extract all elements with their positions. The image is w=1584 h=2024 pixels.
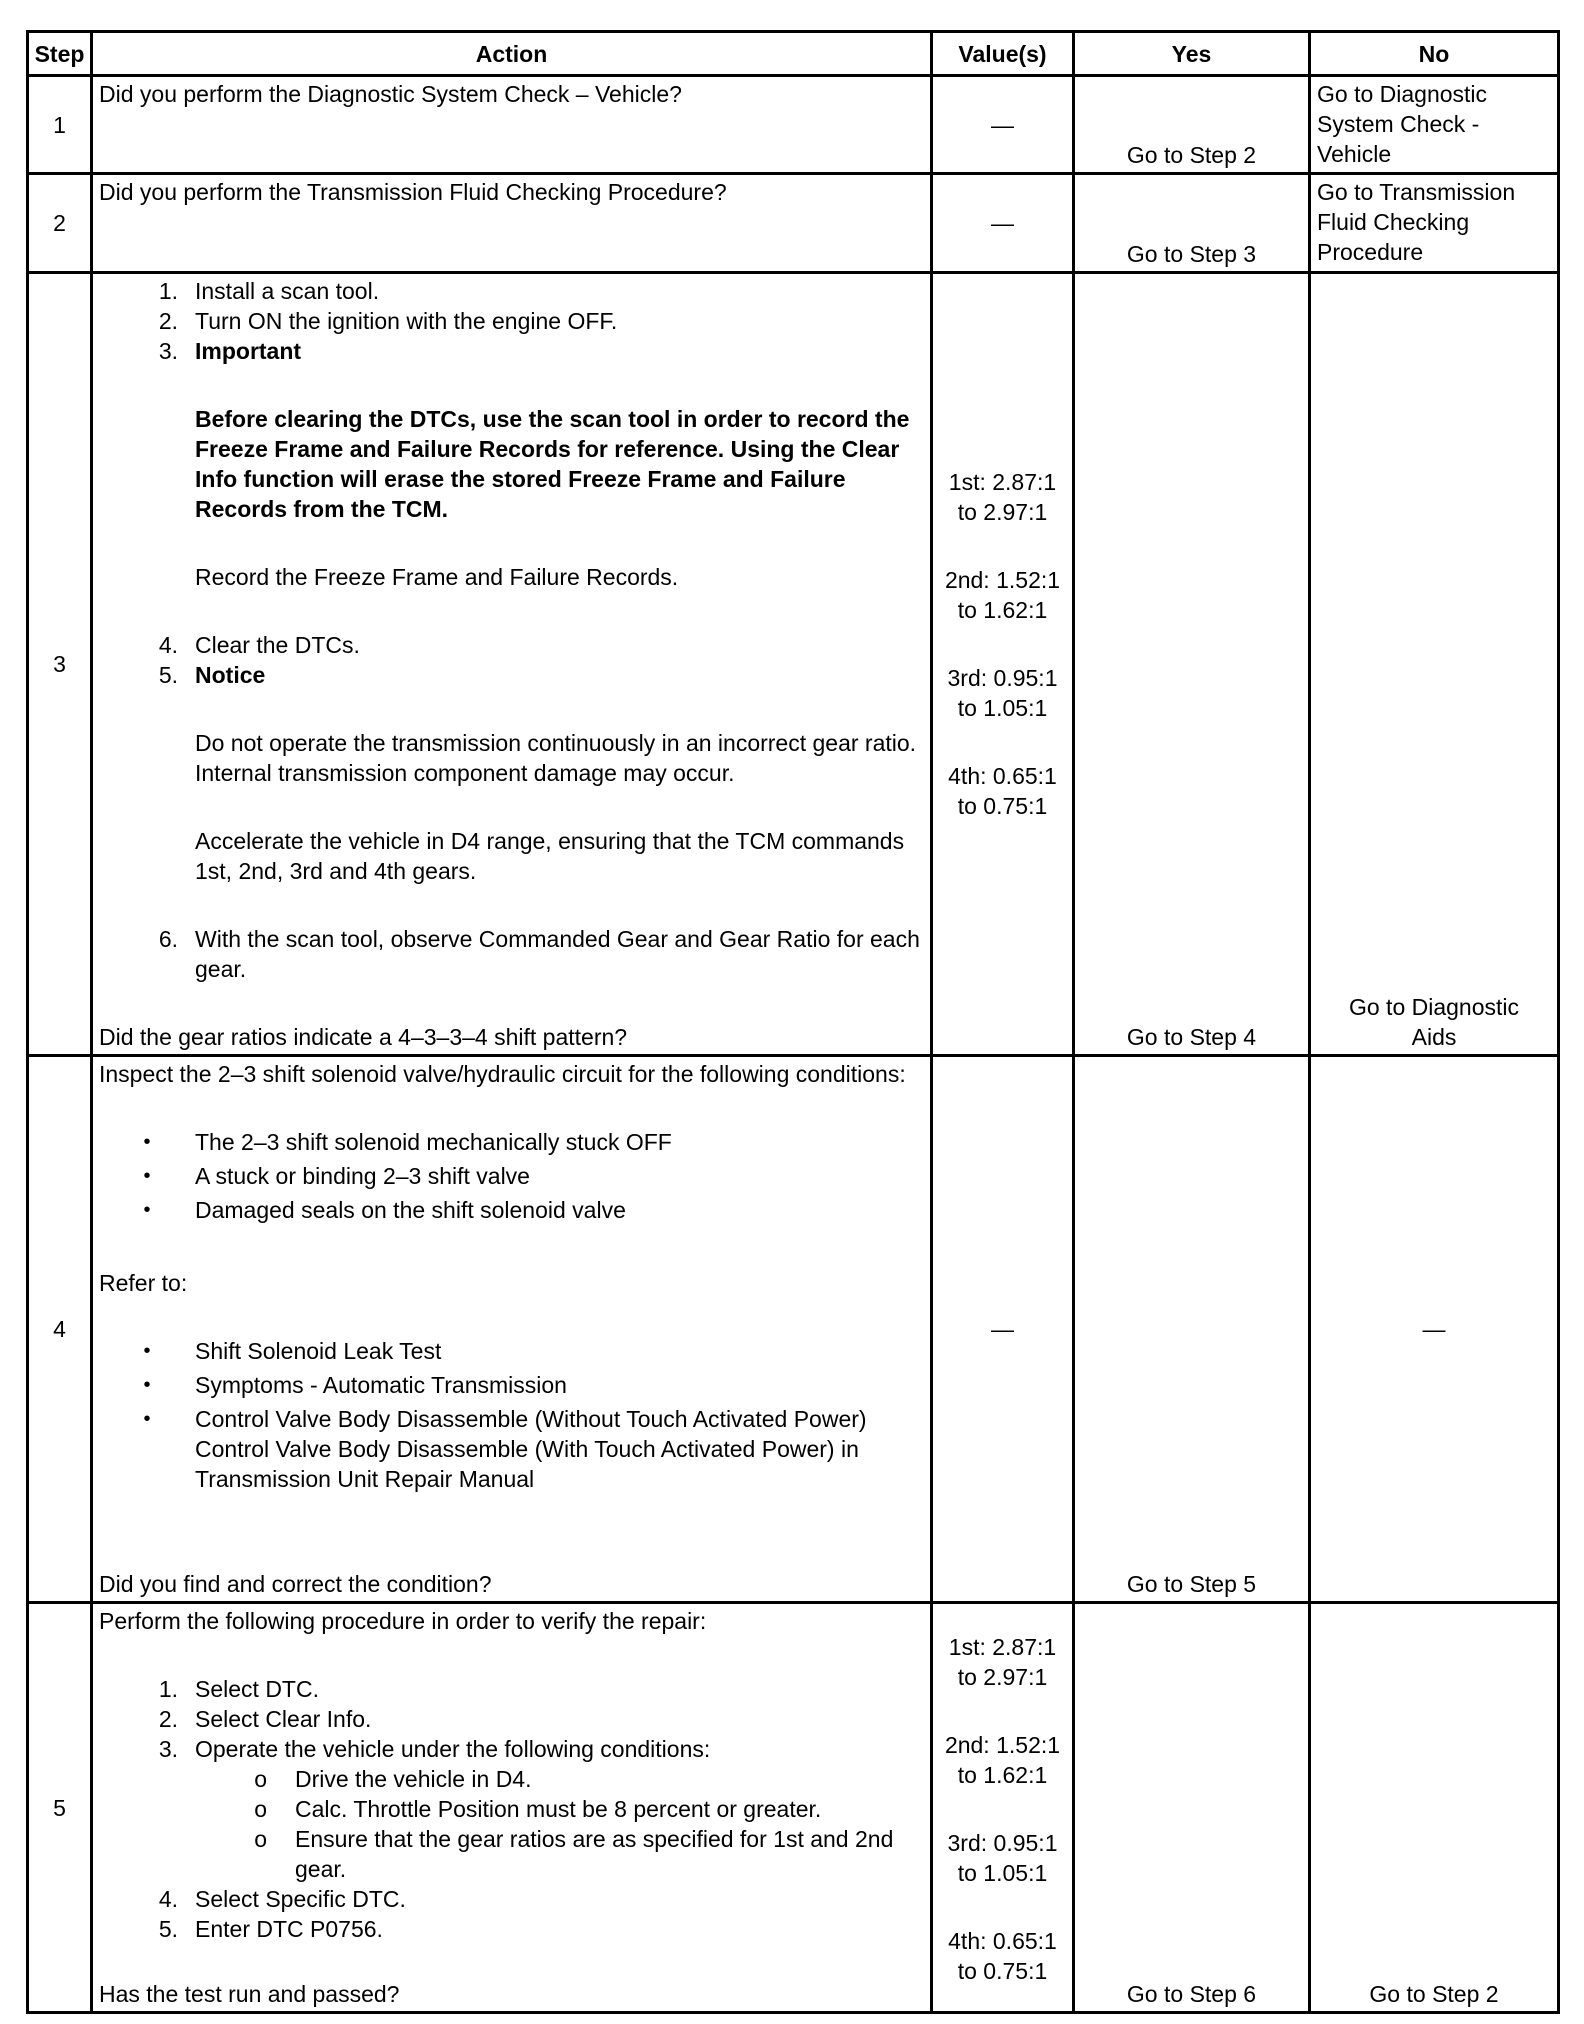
sub-item: o Drive the vehicle in D4.	[99, 1764, 926, 1794]
refer-text: Refer to:	[99, 1270, 188, 1296]
bullet-icon: •	[143, 1374, 151, 1396]
yes-cell	[1074, 273, 1310, 1056]
yes-cell	[1074, 174, 1310, 273]
yes-link[interactable]: Go to Step 4	[1126, 1024, 1257, 1050]
no-cell: —	[1310, 1056, 1559, 1603]
no-link[interactable]: Go to Transmission Fluid Checking Procedure	[1317, 179, 1516, 265]
list-item: 2. Turn ON the ignition with the engine OFF.	[158, 308, 618, 334]
yes-link[interactable]: Go to Step 2	[1126, 142, 1257, 168]
list-item: 2. Select Clear Info.	[158, 1706, 372, 1732]
action-cell	[92, 1603, 932, 2013]
action-cell	[92, 1056, 932, 1603]
list-item: 3. Operate the vehicle under the following conditions:	[158, 1736, 711, 1762]
table-row	[28, 273, 1559, 1056]
list-item: 5. Notice	[158, 662, 266, 688]
intro-text: Perform the following procedure in order to verify the repair:	[99, 1608, 707, 1634]
step-number: 5	[28, 1603, 92, 2013]
intro-text: Inspect the 2–3 shift solenoid valve/hydraulic circuit for the following conditions:	[99, 1061, 906, 1087]
no-cell	[1310, 1603, 1559, 2013]
action-cell	[92, 174, 932, 273]
yes-link[interactable]: Go to Step 6	[1126, 1981, 1257, 2007]
header-step: Step	[28, 32, 92, 76]
gear-ratio-values: 1st: 2.87:1 to 2.97:1 2nd: 1.52:1 to 1.62:1 3rd: 0.95:1 to 1.05:1 4th: 0.65:1 to 0.75:1	[944, 1634, 1061, 1984]
list-item: 5. Enter DTC P0756.	[158, 1916, 383, 1942]
step-number: 1	[28, 76, 92, 174]
accelerate-text: Accelerate the vehicle in D4 range, ensuring that the TCM commands 1st, 2nd, 3rd and 4th gears.	[195, 828, 905, 884]
yes-cell	[1074, 1056, 1310, 1603]
value-cell	[932, 273, 1074, 1056]
value-cell: —	[932, 76, 1074, 174]
list-item: • Damaged seals on the shift solenoid valve	[99, 1195, 926, 1225]
no-link[interactable]: Go to Step 2	[1369, 1981, 1499, 2007]
value-cell: —	[932, 1056, 1074, 1603]
bullet-icon: •	[143, 1131, 151, 1153]
question-text: Has the test run and passed?	[99, 1981, 400, 2007]
notice-text: Do not operate the transmission continuously in an incorrect gear ratio. Internal transmission component damage may occur.	[195, 730, 917, 786]
diagnostic-table	[26, 30, 1560, 2014]
action-cell	[92, 76, 932, 174]
list-item: • Shift Solenoid Leak Test	[99, 1336, 926, 1366]
header-no: No	[1310, 32, 1559, 76]
record-text: Record the Freeze Frame and Failure Records.	[195, 564, 679, 590]
step-number: 2	[28, 174, 92, 273]
no-cell	[1310, 273, 1559, 1056]
sub-item: o Ensure that the gear ratios are as specified for 1st and 2nd gear.	[99, 1824, 926, 1884]
header-yes: Yes	[1074, 32, 1310, 76]
table-row	[28, 1603, 1559, 2013]
bullet-icon: •	[143, 1199, 151, 1221]
yes-link[interactable]: Go to Step 5	[1126, 1571, 1257, 1597]
header-values: Value(s)	[932, 32, 1074, 76]
action-text: Did you perform the Transmission Fluid Checking Procedure?	[99, 179, 727, 205]
no-link[interactable]: Go to Diagnostic Aids	[1348, 994, 1520, 1050]
step-number: 3	[28, 273, 92, 1056]
table-row	[28, 174, 1559, 273]
question-text: Did the gear ratios indicate a 4–3–3–4 shift pattern?	[99, 1024, 628, 1050]
circle-bullet-icon: o	[254, 1826, 267, 1852]
circle-bullet-icon: o	[254, 1796, 267, 1822]
bullet-icon: •	[143, 1340, 151, 1362]
table-row	[28, 1056, 1559, 1603]
list-item: • A stuck or binding 2–3 shift valve	[99, 1161, 926, 1191]
no-cell	[1310, 174, 1559, 273]
value-cell	[932, 1603, 1074, 2013]
list-item: 4. Select Specific DTC.	[158, 1886, 406, 1912]
list-item: • Control Valve Body Disassemble (Without Touch Activated Power) Control Valve Body Disassemble (With Touch Activated Power) in Transmission Unit Repair Manual	[99, 1404, 926, 1494]
value-cell: —	[932, 174, 1074, 273]
circle-bullet-icon: o	[254, 1766, 267, 1792]
action-cell	[92, 273, 932, 1056]
list-item: 1. Install a scan tool.	[158, 278, 380, 304]
step-number: 4	[28, 1056, 92, 1603]
table-row	[28, 76, 1559, 174]
sub-item: o Calc. Throttle Position must be 8 percent or greater.	[99, 1794, 926, 1824]
yes-cell	[1074, 76, 1310, 174]
no-link[interactable]: Go to Diagnostic System Check - Vehicle	[1317, 81, 1488, 167]
yes-cell	[1074, 1603, 1310, 2013]
important-text: Before clearing the DTCs, use the scan tool in order to record the Freeze Frame and Failure Records for reference. Using the Clear Info function will erase the stored Freeze Frame and Failure Records from the TCM.	[195, 406, 910, 522]
list-item: • The 2–3 shift solenoid mechanically stuck OFF	[99, 1127, 926, 1157]
yes-link[interactable]: Go to Step 3	[1126, 241, 1257, 267]
list-item: 3. Important	[158, 338, 302, 364]
bullet-icon: •	[143, 1165, 151, 1187]
list-item: 4. Clear the DTCs.	[158, 632, 360, 658]
list-item: 1. Select DTC.	[158, 1676, 319, 1702]
list-item: • Symptoms - Automatic Transmission	[99, 1370, 926, 1400]
bullet-icon: •	[143, 1408, 151, 1430]
header-row	[28, 32, 1559, 76]
gear-ratio-values: 1st: 2.87:1 to 2.97:1 2nd: 1.52:1 to 1.62:1 3rd: 0.95:1 to 1.05:1 4th: 0.65:1 to 0.75:1	[944, 469, 1061, 819]
action-text: Did you perform the Diagnostic System Check – Vehicle?	[99, 81, 682, 107]
question-text: Did you find and correct the condition?	[99, 1571, 492, 1597]
list-item: 6. With the scan tool, observe Commanded Gear and Gear Ratio for each gear.	[158, 926, 920, 982]
header-action: Action	[92, 32, 932, 76]
no-cell	[1310, 76, 1559, 174]
